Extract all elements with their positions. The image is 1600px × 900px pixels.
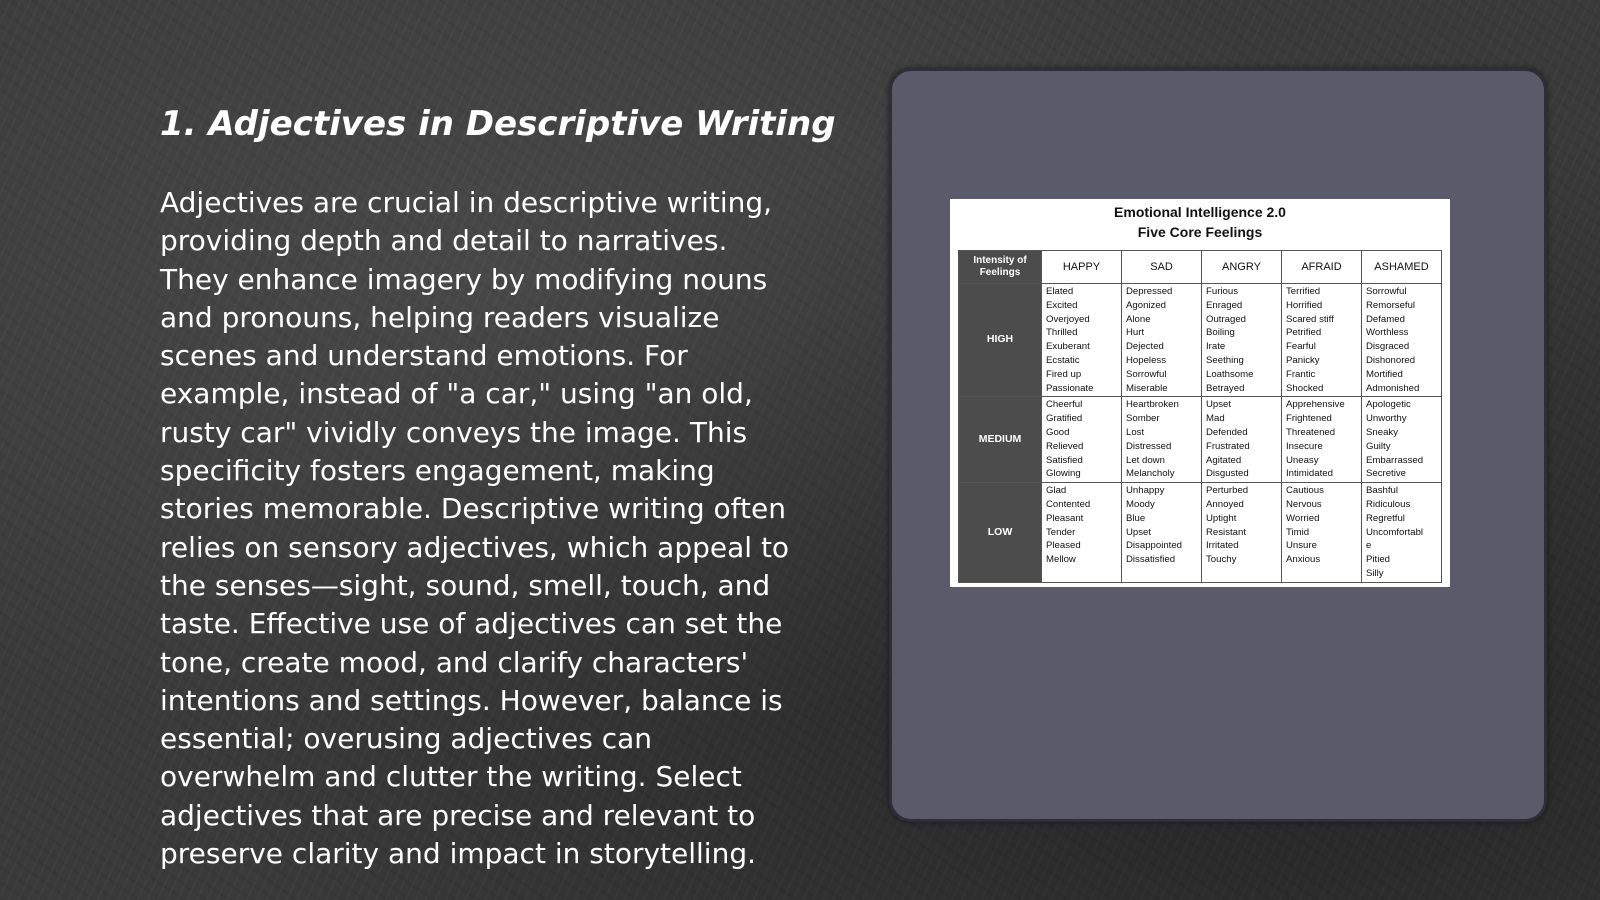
feeling-word: Bashful [1366,485,1398,497]
feeling-word: Distressed [1126,440,1172,452]
feelings-cell-afraid [1282,397,1362,483]
feeling-word: Secretive [1366,468,1406,480]
feeling-word: Horrified [1286,299,1323,311]
feeling-word: Relieved [1046,440,1084,452]
feeling-word: Ecstatic [1046,354,1080,366]
feelings-cell-ashamed [1362,483,1442,583]
feelings-cell-angry [1202,397,1282,483]
feeling-word: Elated [1046,286,1074,297]
feeling-word: Unhappy [1126,485,1165,497]
intensity-row-medium [959,397,1442,483]
feeling-word: Upset [1206,399,1232,411]
feeling-word: Cautious [1286,485,1324,497]
feeling-word: Nervous [1286,498,1322,510]
feeling-word: Dejected [1126,341,1164,353]
feeling-word: Enraged [1206,299,1243,311]
feeling-word: Passionate [1046,382,1094,394]
feeling-word: Resistant [1206,526,1246,538]
feeling-word: Admonished [1366,382,1420,394]
feeling-word: Satisfied [1046,454,1083,466]
slide-body-text: Adjectives are crucial in descriptive writing, providing depth and detail to narratives. They enhance imagery by modifying nouns and pronouns, helping readers visualize scenes and understand emotions. For example, instead of "a car," using "an old, rusty car" vividly conveys the image. This specificity fosters engagement, making stories memorable. Descriptive writing often relies on sensory adjectives, which appeal to the senses—sight, sound, smell, touch, and taste. Effective use of adjectives can set the tone, create mood, and clarify characters' intentions and settings. However, balance is essential; overusing adjectives can overwhelm and clutter the writing. Select adjectives that are precise and relevant to preserve clarity and impact in storytelling. [160,186,790,871]
feeling-word: Unsure [1286,540,1317,552]
feeling-word: Frantic [1286,368,1316,380]
column-header-afraid: AFRAID [1282,251,1362,284]
intensity-row-low [959,483,1442,583]
feeling-word: Silly [1366,567,1384,579]
feeling-word: Let down [1126,454,1165,466]
feeling-word: Defended [1206,426,1248,438]
feeling-word: Frightened [1286,413,1332,425]
feeling-word: Dishonored [1366,354,1416,366]
feeling-word: Scared stiff [1286,313,1334,325]
feeling-word: Glowing [1046,468,1081,480]
feelings-table [958,250,1442,583]
feeling-word: Upset [1126,526,1152,538]
feeling-word: Remorseful [1366,299,1416,311]
feeling-word: Worried [1286,512,1320,524]
feeling-word: Fearful [1286,341,1316,353]
feeling-word: Sorrowful [1126,368,1167,380]
feeling-word: e [1366,540,1372,552]
feeling-word: Boiling [1206,327,1235,339]
feelings-cell-afraid [1282,284,1362,397]
intensity-level-label: HIGH [959,284,1042,397]
feelings-cell-happy [1042,397,1122,483]
feeling-word: Seething [1206,354,1244,366]
feeling-word: Uncomfortabl [1366,526,1424,538]
feeling-word: Betrayed [1206,382,1245,394]
column-header-happy: HAPPY [1042,251,1122,284]
feeling-word: Anxious [1286,554,1321,566]
feelings-cell-happy [1042,483,1122,583]
feeling-word: Worthless [1366,327,1409,339]
feeling-word: Fired up [1046,368,1082,380]
feeling-word: Panicky [1286,354,1320,366]
feeling-word: Frustrated [1206,440,1250,452]
feeling-word: Heartbroken [1126,399,1179,411]
feeling-word: Uneasy [1286,454,1319,466]
column-header-ashamed: ASHAMED [1362,251,1442,284]
feeling-word: Dissatisfied [1126,554,1176,566]
feelings-cell-ashamed [1362,397,1442,483]
feeling-word: Mellow [1046,554,1076,566]
feeling-word: Mortified [1366,368,1403,380]
feeling-word: Mad [1206,413,1225,425]
feeling-word: Contented [1046,498,1091,510]
feelings-cell-angry [1202,284,1282,397]
feeling-word: Shocked [1286,382,1324,394]
feeling-word: Intimidated [1286,468,1333,480]
feelings-cell-ashamed [1362,284,1442,397]
feeling-word: Timid [1286,526,1310,538]
table-title-line-1: Emotional Intelligence 2.0 [1114,204,1286,220]
feeling-word: Hopeless [1126,354,1166,366]
feeling-word: Regretful [1366,512,1405,524]
feeling-word: Agonized [1126,299,1167,311]
feeling-word: Annoyed [1206,498,1244,510]
feeling-word: Threatened [1286,426,1336,438]
feeling-word: Moody [1126,498,1155,510]
feeling-word: Sneaky [1366,426,1398,438]
feeling-word: Apprehensive [1286,399,1345,411]
feeling-word: Cheerful [1046,399,1083,411]
feeling-word: Pitied [1366,554,1390,566]
feeling-word: Loathsome [1206,368,1254,380]
feeling-word: Tender [1046,526,1076,538]
feeling-word: Sorrowful [1366,286,1407,297]
feeling-word: Insecure [1286,440,1323,452]
intensity-level-label: LOW [959,483,1042,583]
feeling-word: Irate [1206,341,1226,353]
feeling-word: Agitated [1206,454,1242,466]
feeling-word: Apologetic [1366,399,1411,411]
feelings-cell-sad [1122,284,1202,397]
feelings-cell-afraid [1282,483,1362,583]
feeling-word: Irritated [1206,540,1239,552]
feeling-word: Uptight [1206,512,1237,524]
column-header-angry: ANGRY [1202,251,1282,284]
feeling-word: Disgusted [1206,468,1249,480]
feeling-word: Unworthy [1366,413,1407,425]
feeling-word: Gratified [1046,413,1083,425]
feeling-word: Disgraced [1366,341,1410,353]
intensity-header: Intensity of Feelings [959,251,1042,284]
feeling-word: Outraged [1206,313,1247,325]
feelings-cell-sad [1122,397,1202,483]
feeling-word: Touchy [1206,554,1237,566]
column-header-sad: SAD [1122,251,1202,284]
feeling-word: Hurt [1126,327,1145,339]
feeling-word: Furious [1206,286,1238,297]
feelings-cell-sad [1122,483,1202,583]
slide-title: 1. Adjectives in Descriptive Writing [160,104,836,144]
feeling-word: Disappointed [1126,540,1183,552]
feeling-word: Blue [1126,512,1146,524]
feeling-word: Good [1046,426,1070,438]
feelings-table-image [950,199,1450,587]
feeling-word: Perturbed [1206,485,1249,497]
feeling-word: Exuberant [1046,341,1090,353]
feelings-cell-angry [1202,483,1282,583]
feeling-word: Ridiculous [1366,498,1411,510]
table-title-line-2: Five Core Feelings [1137,224,1263,240]
feeling-word: Excited [1046,299,1078,311]
feeling-word: Pleased [1046,540,1081,552]
feeling-word: Glad [1046,485,1067,497]
feeling-word: Depressed [1126,286,1173,297]
intensity-row-high [959,284,1442,397]
feeling-word: Lost [1126,426,1145,438]
table-title [958,202,1442,242]
feeling-word: Petrified [1286,327,1322,339]
intensity-level-label: MEDIUM [959,397,1042,483]
table-header-row [959,251,1442,284]
feeling-word: Defamed [1366,313,1405,325]
feeling-word: Overjoyed [1046,313,1090,325]
feeling-word: Melancholy [1126,468,1175,480]
feeling-word: Guilty [1366,440,1391,452]
feeling-word: Somber [1126,413,1160,425]
feeling-word: Alone [1126,313,1151,325]
feelings-cell-happy [1042,284,1122,397]
feeling-word: Embarrassed [1366,454,1424,466]
feeling-word: Pleasant [1046,512,1084,524]
feeling-word: Miserable [1126,382,1168,394]
feeling-word: Terrified [1286,286,1321,297]
feeling-word: Thrilled [1046,327,1078,339]
